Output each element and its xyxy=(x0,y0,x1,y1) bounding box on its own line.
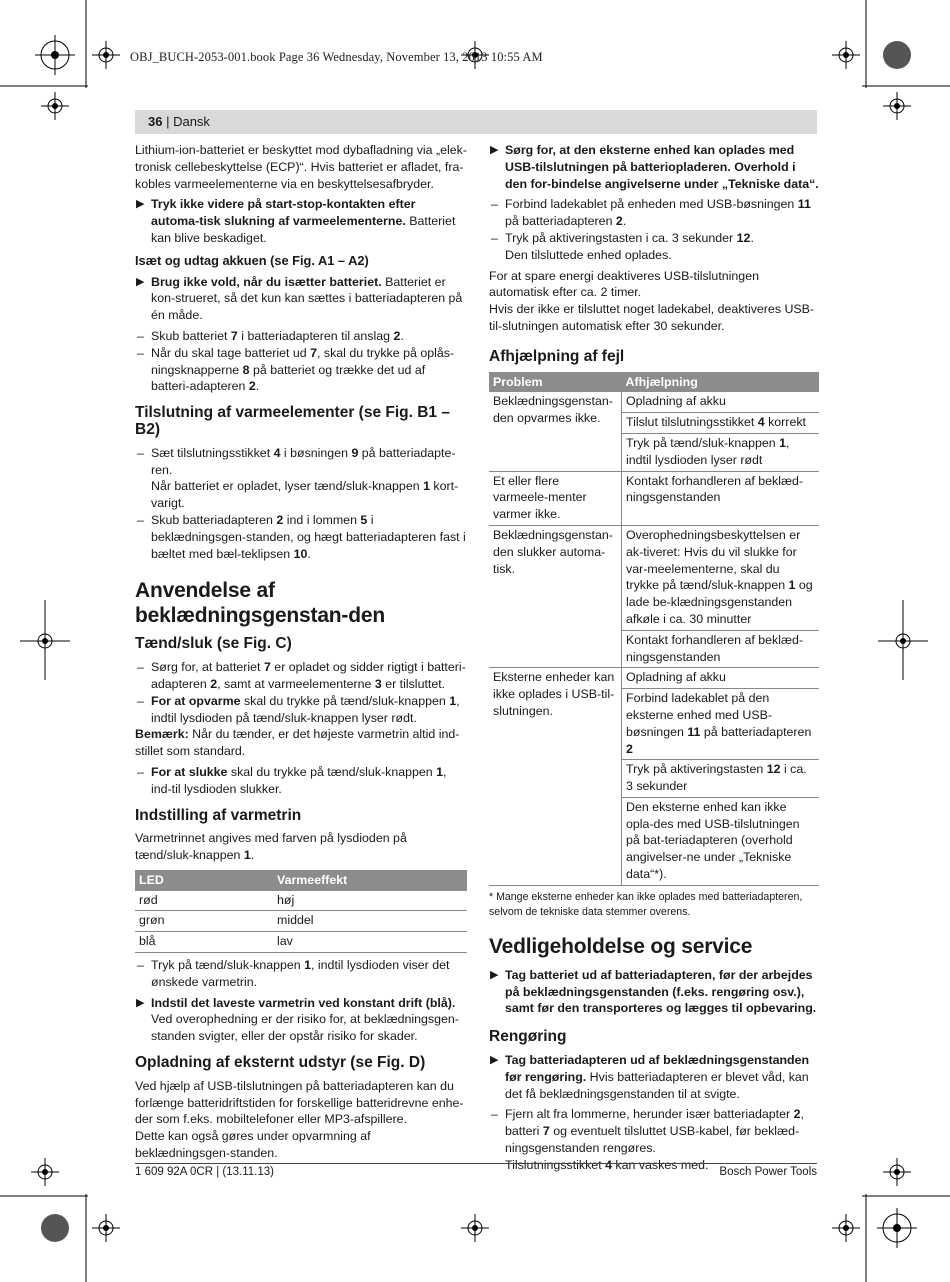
dash-marker: – xyxy=(137,958,144,973)
book-slug-line: OBJ_BUCH-2053-001.book Page 36 Wednesday, November 13, 2013 10:55 AM xyxy=(130,50,543,64)
step-remove: – Når du skal tage batteriet ud 7, skal du trykke på oplås-ningsknapperne 8 på batteriet og trække det ud af batteri-adapteren 2. xyxy=(137,345,455,394)
table-row: Tilslut tilslutningsstikket 4 korrekt xyxy=(489,413,819,434)
dash-marker: – xyxy=(137,693,144,708)
column-header: Varmeeffekt xyxy=(273,870,467,891)
heading-troubleshooting: Afhjælpning af fejl xyxy=(489,347,625,365)
warning-lowest-level: ▶ Indstil det laveste varmetrin ved konstant drift (blå). Ved overophedning er der risiko for, at beklædningsgen-standen svigter, eller der opstår risiko for skader. xyxy=(136,995,459,1044)
step-heat-on: – For at opvarme skal du trykke på tænd/sluk-knappen 1, indtil lysdioden på tænd/sluk-knappen lyser rødt. xyxy=(137,693,460,725)
auto-off-paragraph: For at spare energi deaktiveres USB-tilslutningen automatisk efter ca. 2 timer. xyxy=(489,268,759,300)
troubleshooting-table xyxy=(489,372,819,886)
left-column xyxy=(135,142,467,1166)
footer-rule xyxy=(135,1163,817,1164)
table-row: Forbind ladekablet på den eksterne enhed med USB-bøsningen 11 på batteriadapteren 2 xyxy=(489,689,819,760)
heat-level-paragraph: Varmetrinnet angives med farven på lysdioden på tænd/sluk-knappen 1. xyxy=(135,831,407,863)
step-insert: – Skub batteriet 7 i batteriadapteren til anslag 2. xyxy=(137,328,404,343)
charge-paragraph-1: Ved hjælp af USB-tilslutningen på batteriadapteren kan du forlænge batteridriftstiden for forskellige batteridrevne enhe-der som f.eks. mobiltelefoner eller MP3-afspillere. xyxy=(135,1078,464,1127)
table-header-row xyxy=(489,372,819,393)
footer-brand: Bosch Power Tools xyxy=(719,1166,817,1178)
step-connect-cable: – Forbind ladekablet på enheden med USB-bøsningen 11 på batteriadapteren 2. xyxy=(491,197,811,229)
table-row: Den eksterne enhed kan ikke opla-des med USB-tilslutningen på bat-teriadapteren (overhold angivelser-ne under „Tekniske data“*). xyxy=(489,797,819,885)
heading-heat-level: Indstilling af varmetrin xyxy=(135,806,302,824)
footer-doc-number: 1 609 92A 0CR | (13.11.13) xyxy=(135,1166,274,1178)
table-row: Eksterne enheder kan ikke oplades i USB-til-slutningen. Opladning af akku xyxy=(489,668,819,689)
no-cable-paragraph: Hvis der ikke er tilsluttet noget ladekabel, deaktiveres USB-til-slutningen automatisk efter 30 sekunder. xyxy=(489,302,815,333)
dash-marker: – xyxy=(137,445,144,460)
dash-marker: – xyxy=(137,512,144,527)
dash-marker: – xyxy=(137,764,144,779)
dash-marker: – xyxy=(491,197,498,212)
page-number: 36 xyxy=(148,114,163,129)
step-select-level: – Tryk på tænd/sluk-knappen 1, indtil lysdioden viser det ønskede varmetrin. xyxy=(137,958,450,989)
warning-usb-capable: ▶ Sørg for, at den eksterne enhed kan oplades med USB-tilslutningen på batteriopladeren. Overhold i den for-bindelse angivelserne under „Tekniske data“. xyxy=(490,143,819,191)
heading-insert-battery: Isæt og udtag akkuen (se Fig. A1 – A2) xyxy=(135,252,369,268)
dash-marker: – xyxy=(137,660,144,675)
bullet-marker: ▶ xyxy=(136,198,145,211)
table-row: Beklædningsgenstan-den opvarmes ikke. Opladning af akku xyxy=(489,392,819,412)
step-plug-in: – Sæt tilslutningsstikket 4 i bøsningen 9 på batteriadapte-ren. Når batteriet er opladet, lyser tænd/sluk-knappen 1 kort-varigt. xyxy=(137,445,459,511)
table-footnote: * Mange eksterne enheder kan ikke oplades med batteriadapteren, selvom de tekniske data stemmer overens. xyxy=(489,890,803,918)
page-header-bar xyxy=(135,110,817,134)
bullet-marker: ▶ xyxy=(490,1054,499,1067)
heading-connect-heaters: Tilslutning af varmeelementer (se Fig. B1 – B2) xyxy=(135,404,450,438)
table-row: Kontakt forhandleren af beklæd-ningsgenstanden xyxy=(489,630,819,668)
led-table xyxy=(135,870,467,953)
column-header: Problem xyxy=(489,372,622,393)
heading-cleaning: Rengøring xyxy=(489,1028,567,1046)
heading-maintenance: Vedligeholdelse og service xyxy=(489,934,753,958)
table-row: Tryk på aktiveringstasten 12 i ca. 3 sekunder xyxy=(489,760,819,798)
note-default-level: Bemærk: Når du tænder, er det højeste varmetrin altid ind-stillet som standard. xyxy=(135,727,460,759)
column-header: LED xyxy=(135,870,273,891)
heading-on-off: Tænd/sluk (se Fig. C) xyxy=(135,635,292,653)
page-header xyxy=(148,114,210,129)
table-row: Et eller flere varmeele-menter varmer ikke. Kontakt forhandleren af beklæd-ningsgenstanden xyxy=(489,471,819,525)
header-separator: | xyxy=(162,114,174,129)
dash-marker: – xyxy=(137,345,144,360)
warning-remove-adapter: ▶ Tag batteriadapteren ud af beklædningsgenstanden før rengøring. Hvis batteriadapteren er blevet våd, kan det få beklædningsgenstanden til at svigte. xyxy=(490,1053,810,1101)
table-row: blå lav xyxy=(135,932,467,953)
step-check-battery: – Sørg for, at batteriet 7 er opladet og sidder rigtigt i batteri-adapteren 2, samt at varmeelementerne 3 er tilsluttet. xyxy=(137,660,466,691)
step-heat-off: – For at slukke skal du trykke på tænd/sluk-knappen 1, ind-til lysdioden slukker. xyxy=(137,764,447,796)
bullet-marker: ▶ xyxy=(136,996,145,1009)
right-column xyxy=(489,142,819,1174)
table-row: rød høj xyxy=(135,891,467,911)
dash-marker: – xyxy=(491,230,498,245)
warning-no-force: ▶ Brug ikke vold, når du isætter batteriet. Batteriet er kon-strueret, så det kun kan sættes i batteriadapteren på én måde. xyxy=(136,274,463,323)
bullet-marker: ▶ xyxy=(136,275,145,288)
table-row: grøn middel xyxy=(135,911,467,932)
charge-paragraph-2: Dette kan også gøres under opvarmning af beklædningsgen-standen. xyxy=(135,1129,371,1161)
dash-marker: – xyxy=(137,328,144,343)
warning-remove-battery: ▶ Tag batteriet ud af batteriadapteren, før der arbejdes på beklædningsgenstanden (f.eks. rengøring osv.), samt før den transporteres og lægges til opbevaring. xyxy=(490,967,817,1016)
bullet-marker: ▶ xyxy=(490,144,499,156)
bullet-marker: ▶ xyxy=(490,968,499,981)
page-language: Dansk xyxy=(173,114,210,129)
table-row: Tryk på tænd/sluk-knappen 1, indtil lysdioden lyser rødt xyxy=(489,433,819,471)
step-pocket: – Skub batteriadapteren 2 ind i lommen 5 i beklædningsgen-standen, og hægt batteriadapteren fast i bæltet med bæl-teklipsen 10. xyxy=(137,512,466,561)
ecp-paragraph: Lithium-ion-batteriet er beskyttet mod dybafladning via „elek-tronisk cellebeskyttelse (ECP)“. Hvis batteriet er afladet, fra-kobles varmeelementerne via en beskyttelsesafbryder. xyxy=(135,143,467,191)
table-header-row xyxy=(135,870,467,891)
step-empty-pockets: – Fjern alt fra lommerne, herunder især batteriadapter 2, batteri 7 og eventuelt tilsluttet USB-kabel, før beklæd-ningsgenstanden rengøres. Tilslutningsstikket 4 kan vaskes med. xyxy=(491,1107,804,1172)
table-row: Beklædningsgenstan-den slukker automa-tisk. Overophedningsbeskyttelsen er ak-tiveret: Hvis du vil slukke for var-meelementerne, skal du trykke på tænd/sluk-knappen 1 og lade be-klædningsgenstanden afkøle i ca. 30 minutter xyxy=(489,525,819,630)
step-activate: – Tryk på aktiveringstasten i ca. 3 sekunder 12. Den tilsluttede enhed oplades. xyxy=(491,230,754,262)
heading-use-garment: Anvendelse af beklædningsgenstan-den xyxy=(135,579,385,628)
column-header: Afhjælpning xyxy=(622,372,820,393)
heading-charge-external: Opladning af eksternt udstyr (se Fig. D) xyxy=(135,1054,426,1072)
warning-start-stop: ▶ Tryk ikke videre på start-stop-kontakten efter automa-tisk slukning af varmeelementerne. Batteriet kan blive beskadiget. xyxy=(136,197,456,245)
dash-marker: – xyxy=(491,1107,498,1122)
